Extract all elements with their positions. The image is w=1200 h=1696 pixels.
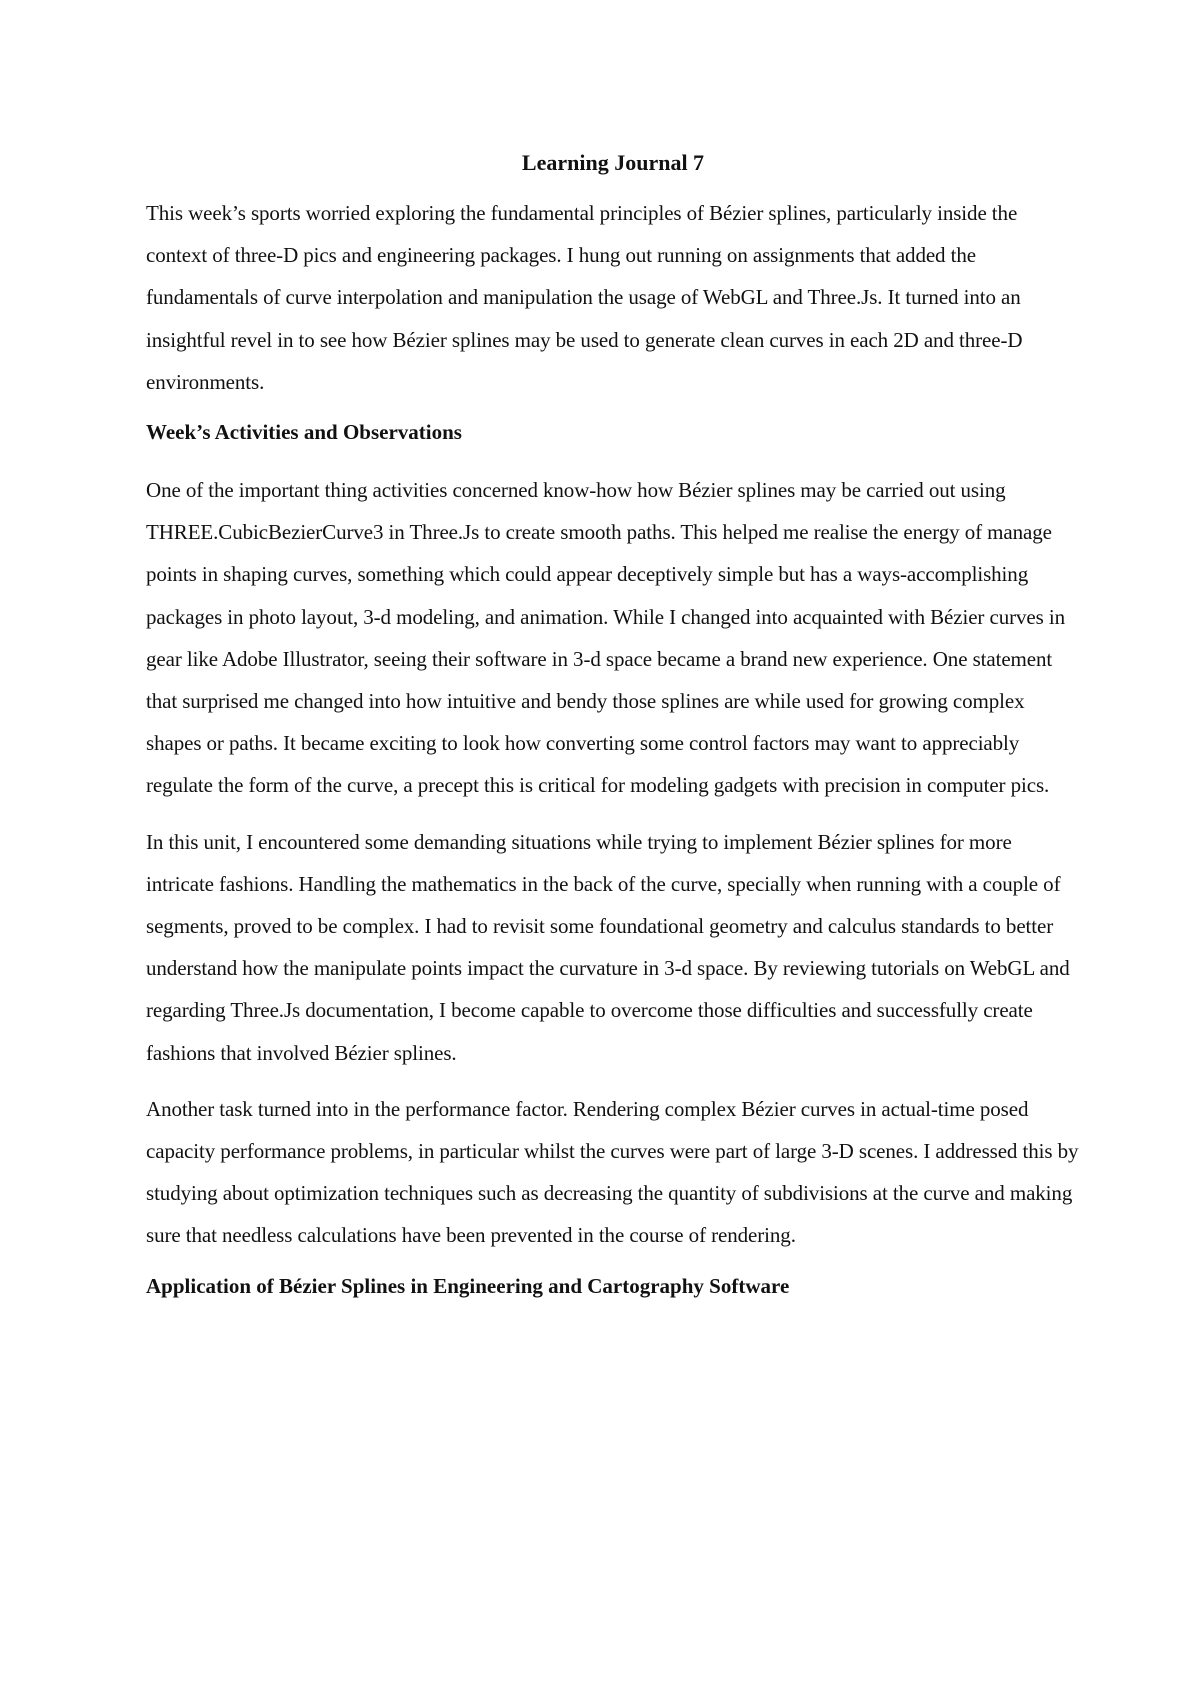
intro-paragraph: This week’s sports worried exploring the fundamental principles of Bézier splines, particularly inside the context of three-D pics and engineering packages. I hung out running on assignments that added the fundamentals of curve interpolation and manipulation the usage of WebGL and Three.Js. It turned into an insightful revel in to see how Bézier splines may be used to generate clean curves in each 2D and three-D environments. bbox=[146, 201, 1023, 394]
activities-paragraph-1: One of the important thing activities concerned know-how how Bézier splines may be carried out using THREE.CubicBezierCurve3 in Three.Js to create smooth paths. This helped me realise the energy of manage points in shaping curves, something which could appear deceptively simple but has a ways-accomplishing packages in photo layout, 3-d modeling, and animation. While I changed into acquainted with Bézier curves in gear like Adobe Illustrator, seeing their software in 3-d space became a brand new experience. One statement that surprised me changed into how intuitive and bendy those splines are while used for growing complex shapes or paths. It became exciting to look how converting some control factors may want to appreciably regulate the form of the curve, a precept this is critical for modeling gadgets with precision in computer pics. bbox=[146, 478, 1065, 798]
activities-paragraph-3: Another task turned into in the performance factor. Rendering complex Bézier curves in actual-time posed capacity performance problems, in particular whilst the curves were part of large 3-D scenes. I addressed this by studying about optimization techniques such as decreasing the quantity of subdivisions at the curve and making sure that needless calculations have been prevented in the course of rendering. bbox=[146, 1096, 1079, 1248]
section-heading-activities: Week’s Activities and Observations bbox=[146, 420, 462, 445]
document-title: Learning Journal 7 bbox=[521, 150, 705, 175]
activities-paragraph-2: In this unit, I encountered some demanding situations while trying to implement Bézier splines for more intricate fashions. Handling the mathematics in the back of the curve, specially when running with a couple of segments, proved to be complex. I had to revisit some foundational geometry and calculus standards to better understand how the manipulate points impact the curvature in 3-d space. By reviewing tutorials on WebGL and regarding Three.Js documentation, I become capable to overcome those difficulties and successfully create fashions that involved Bézier splines. bbox=[146, 829, 1070, 1065]
section-heading-application: Application of Bézier Splines in Engineering and Cartography Software bbox=[146, 1273, 790, 1298]
